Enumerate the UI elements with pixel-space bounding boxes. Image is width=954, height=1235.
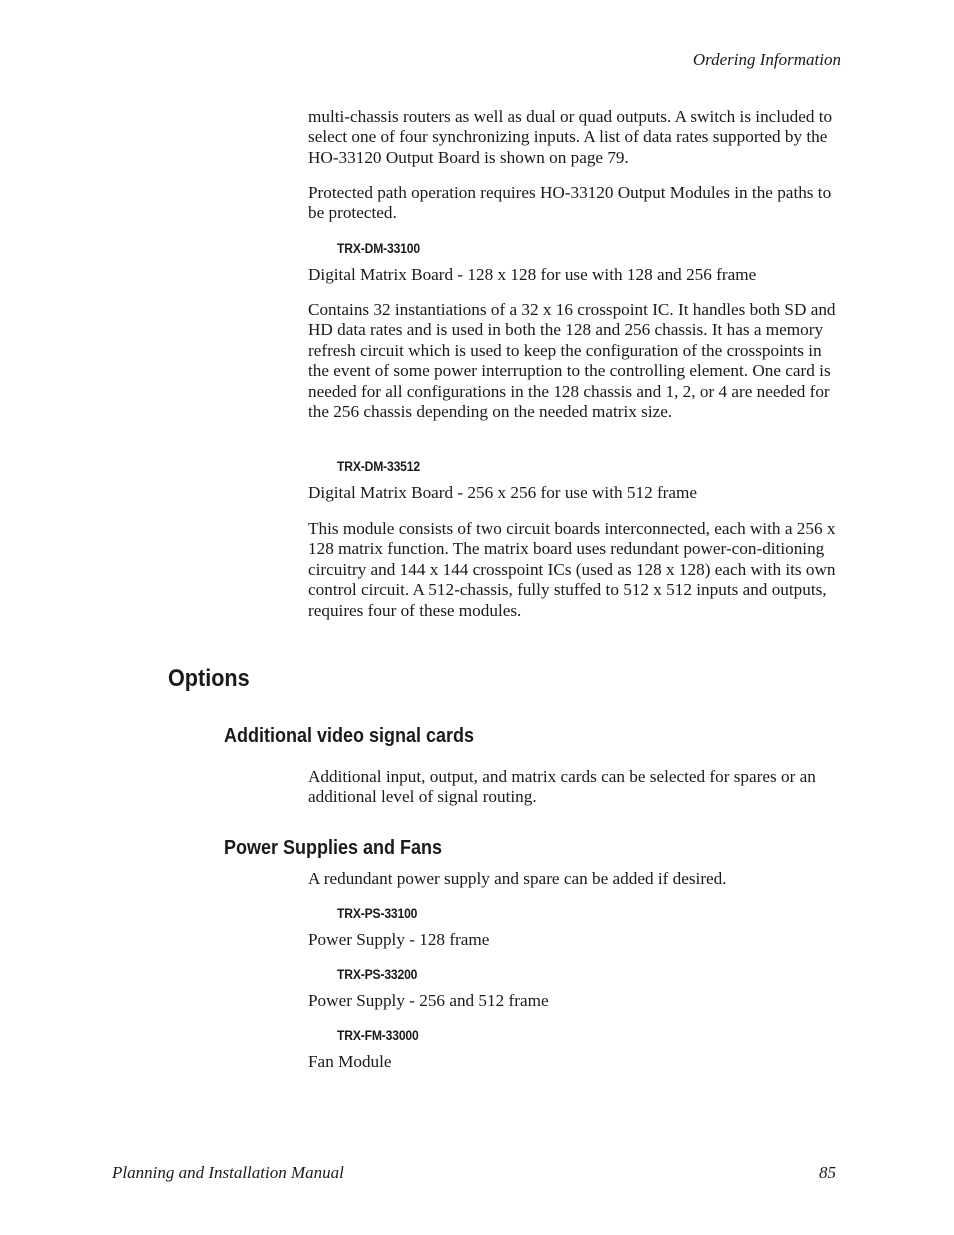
additional-cards-text: [308, 767, 844, 808]
dm-33512-title: [308, 483, 844, 503]
footer-manual-title: Planning and Installation Manual: [112, 1163, 344, 1182]
fm-33000-description: Fan Module: [308, 1052, 392, 1071]
intro-paragraph-2: [308, 183, 844, 224]
additional-cards-heading: Additional video signal cards: [224, 725, 475, 747]
intro-text-end: .: [624, 147, 629, 167]
dm-33512-description-text: This module consists of two circuit boards interconnected, each with a 256 x 128 matrix function. The matrix board uses redundant power-con-ditioning circuitry and 144 x 144 crosspoint ICs (used as 128 x 128) each with its own control circuit. A 512-chassis, fully stuffed to 512 x 512 inputs and outputs, requires four of these modules.: [308, 519, 836, 620]
intro-paragraph-1: [308, 107, 844, 168]
additional-cards-text-body: Additional input, output, and matrix cards can be selected for spares or an additional level of signal routing.: [308, 767, 816, 807]
dm-33100-title-text: Digital Matrix Board - 128 x 128 for use with 128 and 256 frame: [308, 265, 757, 284]
dm-33100-description-text: Contains 32 instantiations of a 32 x 16 crosspoint IC. It handles both SD and HD data rates and is used in both the 128 and 256 chassis. It has a memory refresh circuit which is used to keep the configuration of the crosspoints in the event of some power interruption to the controlling element. One card is needed for all configurations in the 128 chassis and 1, 2, or 4 are needed for the 256 chassis depending on the needed matrix size.: [308, 300, 836, 422]
part-number-dm-33512: TRX-DM-33512: [337, 459, 420, 474]
power-supplies-heading: Power Supplies and Fans: [224, 837, 443, 859]
power-supplies-text: [308, 869, 844, 889]
dm-33512-title-text: Digital Matrix Board - 256 x 256 for use with 512 frame: [308, 483, 698, 502]
intro-paragraph-2-text: Protected path operation requires HO-33120 Output Modules in the paths to be protected.: [308, 183, 832, 223]
part-number-fm-33000: TRX-FM-33000: [337, 1028, 419, 1043]
dm-33100-title: [308, 265, 844, 285]
part-number-ps-33200: TRX-PS-33200: [337, 967, 418, 982]
dm-33512-description: [308, 519, 844, 621]
page-79-link[interactable]: page 79: [570, 147, 625, 167]
options-heading: Options: [168, 665, 250, 692]
power-supplies-text-body: A redundant power supply and spare can be added if desired.: [308, 869, 727, 888]
part-number-ps-33100: TRX-PS-33100: [337, 906, 418, 921]
ps-33100-description: Power Supply - 128 frame: [308, 930, 490, 949]
intro-text: multi-chassis routers as well as dual or quad outputs. A switch is included to select one of four synchronizing inputs. A list of data rates supported by the HO-33120 Output Board is shown on: [308, 107, 833, 167]
running-head: Ordering Information: [692, 50, 841, 69]
part-number-dm-33100: TRX-DM-33100: [337, 241, 420, 256]
ps-33200-description: Power Supply - 256 and 512 frame: [308, 991, 549, 1010]
dm-33100-description: [308, 300, 844, 422]
footer-page-number: 85: [819, 1163, 836, 1182]
